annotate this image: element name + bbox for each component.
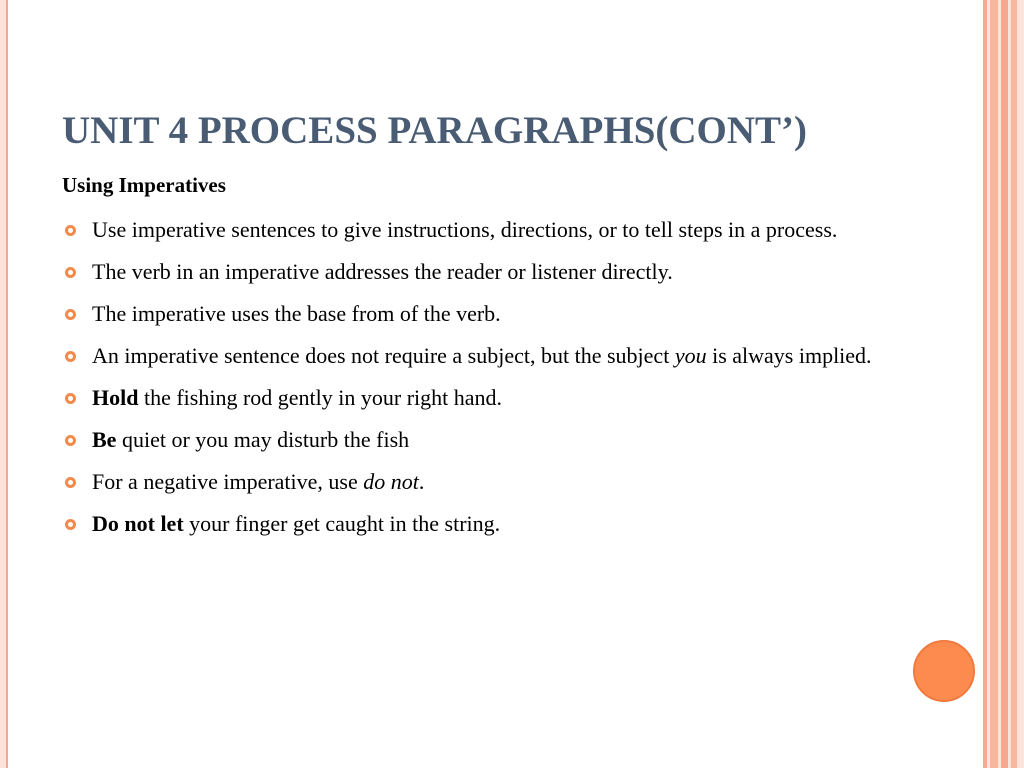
bullet-item: [62, 212, 967, 247]
bullet-item: [62, 464, 967, 499]
bullet-text: your finger get caught in the string.: [183, 511, 501, 536]
bullet-text: the fishing rod gently in your right hand.: [138, 385, 503, 410]
bullet-item: [62, 254, 967, 289]
bullet-italic-text: do not: [363, 469, 419, 494]
bullet-text: An imperative sentence does not require a subject, but the subject: [92, 343, 675, 368]
bullet-item: [62, 296, 967, 331]
bullet-circle-icon: [65, 351, 76, 362]
bullet-italic-text: you: [674, 343, 707, 368]
bullet-text: The imperative uses the base from of the verb.: [92, 301, 501, 326]
bullet-circle-icon: [65, 435, 76, 446]
slide-subtitle: Using Imperatives: [62, 173, 226, 197]
bullet-text: The verb in an imperative addresses the reader or listener directly.: [92, 259, 673, 284]
bullet-circle-icon: [65, 477, 76, 488]
right-stripe-decoration: [1001, 0, 1008, 768]
left-border-decoration: [0, 0, 8, 768]
bullet-item: [62, 380, 967, 415]
bullet-text: Use imperative sentences to give instructions, directions, or to tell steps in a process.: [92, 217, 838, 242]
bullet-text: quiet or you may disturb the fish: [116, 427, 410, 452]
bullet-circle-icon: [65, 225, 76, 236]
bullet-circle-icon: [65, 267, 76, 278]
bullet-item: [62, 422, 967, 457]
bullet-text: For a negative imperative, use: [92, 469, 364, 494]
bullet-text: is always implied.: [706, 343, 872, 368]
bullet-list: [62, 212, 967, 548]
bullet-bold-text: Hold: [92, 385, 139, 410]
bullet-bold-text: Be: [92, 427, 117, 452]
bullet-item: [62, 506, 967, 541]
right-stripe-decoration: [990, 0, 998, 768]
bullet-circle-icon: [65, 309, 76, 320]
slide-title: UNIT 4 PROCESS PARAGRAPHS(CONT’): [62, 109, 808, 152]
bullet-bold-text: Do not let: [92, 511, 184, 536]
bullet-circle-icon: [65, 519, 76, 530]
orange-circle-decoration: [913, 640, 975, 702]
bullet-item: [62, 338, 967, 373]
bullet-text: .: [418, 469, 425, 494]
right-stripe-decoration: [1017, 0, 1024, 768]
bullet-circle-icon: [65, 393, 76, 404]
